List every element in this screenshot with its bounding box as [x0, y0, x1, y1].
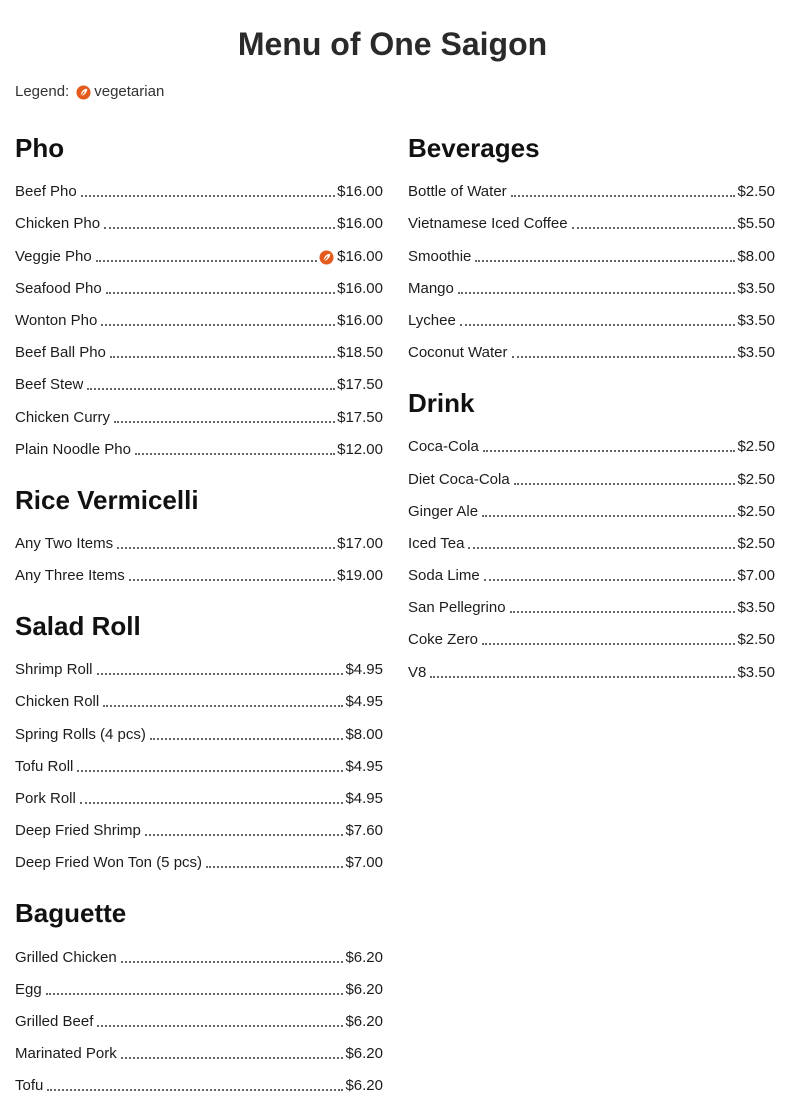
- dot-leader: [572, 227, 736, 229]
- menu-item: [15, 841, 383, 873]
- menu-item: [408, 554, 775, 586]
- dot-leader: [482, 515, 735, 517]
- item-price: $7.60: [345, 822, 383, 840]
- item-name: Pork Roll: [15, 790, 76, 807]
- dot-leader: [483, 450, 736, 452]
- menu-item: [408, 522, 775, 554]
- menu-item: [15, 363, 383, 395]
- menu-item: [15, 554, 383, 586]
- section-title: Beverages: [408, 133, 540, 163]
- menu-item: [408, 425, 775, 457]
- dot-leader: [106, 292, 335, 294]
- dot-leader: [101, 324, 335, 326]
- menu-item: [408, 299, 775, 331]
- dot-leader: [460, 324, 736, 326]
- menu-column-left: [15, 130, 383, 1118]
- menu-item: [408, 618, 775, 650]
- item-name: Plain Noodle Pho: [15, 440, 131, 458]
- item-price: $8.00: [737, 247, 775, 265]
- item-price: $17.50: [337, 408, 383, 426]
- menu-item: [15, 202, 383, 234]
- item-name: Coconut Water: [408, 344, 508, 362]
- dot-leader: [97, 1025, 343, 1027]
- dot-leader: [96, 260, 317, 262]
- item-name: Mango: [408, 279, 454, 297]
- item-price: $3.50: [737, 344, 775, 362]
- menu-item: [15, 299, 383, 331]
- section-title: Baguette: [15, 898, 127, 929]
- legend-label: Legend:: [15, 83, 70, 100]
- menu-item: [408, 650, 775, 682]
- item-price: $17.50: [337, 376, 383, 394]
- menu-item: [408, 490, 775, 522]
- menu-item: [408, 267, 775, 299]
- item-price: $6.20: [345, 980, 383, 998]
- item-name: San Pellegrino: [408, 599, 506, 617]
- dot-leader: [46, 993, 344, 995]
- item-price: $16.00: [337, 183, 383, 201]
- menu-section: [15, 482, 383, 586]
- item-name: Grilled Chicken: [15, 948, 117, 966]
- item-price: $2.50: [737, 183, 775, 201]
- item-name: Tofu: [15, 1077, 44, 1095]
- dot-leader: [468, 547, 735, 549]
- item-price: $6.20: [345, 1012, 383, 1030]
- dot-leader: [129, 579, 335, 581]
- item-name: Diet Coca-Cola: [408, 470, 510, 488]
- menu-item: [408, 170, 775, 202]
- item-name: Coca-Cola: [408, 438, 479, 456]
- item-name: Any Two Items: [15, 534, 114, 552]
- menu-section: [408, 385, 775, 683]
- item-price: $2.50: [737, 534, 775, 552]
- item-price: $3.50: [737, 599, 775, 617]
- item-name: Deep Fried Shrimp: [15, 822, 141, 840]
- item-price: $4.95: [345, 790, 383, 807]
- item-name: Chicken Pho: [15, 215, 101, 233]
- item-name: Beef Ball Pho: [15, 344, 106, 362]
- item-price: $18.50: [337, 344, 383, 362]
- menu-section: [408, 130, 775, 363]
- dot-leader: [103, 705, 343, 707]
- item-name: Smoothie: [408, 247, 472, 265]
- menu-column-right: [408, 130, 775, 705]
- dot-leader: [87, 388, 335, 390]
- item-name: Seafood Pho: [15, 279, 102, 297]
- item-name: Lychee: [408, 311, 456, 329]
- dot-leader: [80, 802, 344, 804]
- item-name: Marinated Pork: [15, 1045, 117, 1063]
- menu-item: [408, 457, 775, 489]
- legend: [15, 82, 164, 102]
- item-price: $4.95: [345, 693, 383, 711]
- item-name: Soda Lime: [408, 567, 480, 585]
- item-name: Coke Zero: [408, 631, 479, 649]
- item-price: $4.95: [345, 757, 383, 775]
- menu-section: [15, 130, 383, 460]
- item-name: Vietnamese Iced Coffee: [408, 215, 568, 233]
- item-price: $5.50: [737, 215, 775, 233]
- dot-leader: [77, 770, 343, 772]
- section-title: Salad Roll: [15, 611, 141, 642]
- vegetarian-icon: [319, 250, 334, 265]
- page-title: Menu of One Saigon: [237, 26, 548, 63]
- dot-leader: [511, 195, 736, 197]
- menu-item: [15, 331, 383, 363]
- item-price: $2.50: [737, 631, 775, 649]
- item-price: $6.20: [345, 1077, 383, 1095]
- menu-item: [15, 968, 383, 1000]
- item-price: $2.50: [737, 502, 775, 520]
- dot-leader: [104, 227, 335, 229]
- item-price: $6.20: [345, 1045, 383, 1063]
- dot-leader: [510, 611, 736, 613]
- menu-section: [15, 608, 383, 873]
- item-name: Chicken Roll: [15, 693, 100, 711]
- menu-item: [15, 1032, 383, 1064]
- item-price: $12.00: [337, 440, 383, 458]
- dot-leader: [110, 356, 335, 358]
- item-price: $7.00: [345, 854, 383, 872]
- menu-item: [408, 234, 775, 266]
- item-name: Shrimp Roll: [15, 661, 93, 679]
- menu-item: [15, 680, 383, 712]
- item-price: $4.95: [345, 661, 383, 679]
- menu-item: [15, 522, 383, 554]
- item-price: $17.00: [337, 534, 383, 552]
- item-name: Chicken Curry: [15, 408, 111, 426]
- menu-item: [15, 745, 383, 777]
- dot-leader: [47, 1089, 343, 1091]
- item-price: $8.00: [345, 725, 383, 743]
- dot-leader: [512, 356, 736, 358]
- menu-item: [15, 935, 383, 967]
- item-name: Spring Rolls (4 pcs): [15, 725, 146, 743]
- dot-leader: [482, 643, 735, 645]
- dot-leader: [458, 292, 736, 294]
- dot-leader: [121, 1057, 344, 1059]
- vegetarian-icon: [76, 85, 91, 100]
- legend-vegetarian-label: vegetarian: [94, 83, 165, 100]
- dot-leader: [97, 673, 344, 675]
- dot-leader: [475, 260, 735, 262]
- item-price: $16.00: [337, 247, 383, 265]
- dot-leader: [514, 483, 736, 485]
- menu-item: [15, 1064, 383, 1096]
- dot-leader: [484, 579, 736, 581]
- dot-leader: [145, 834, 344, 836]
- item-name: Egg: [15, 980, 42, 998]
- item-name: V8: [408, 663, 427, 681]
- section-title: Drink: [408, 388, 475, 419]
- menu-item: [15, 1000, 383, 1032]
- item-name: Deep Fried Won Ton (5 pcs): [15, 854, 203, 872]
- item-price: $3.50: [737, 279, 775, 297]
- dot-leader: [430, 676, 735, 678]
- item-name: Ginger Ale: [408, 502, 479, 520]
- dot-leader: [150, 738, 344, 740]
- item-price: $3.50: [737, 311, 775, 329]
- menu-item: [15, 648, 383, 680]
- item-name: Wonton Pho: [15, 311, 98, 329]
- item-price: $16.00: [337, 215, 383, 233]
- section-title: Rice Vermicelli: [15, 484, 199, 515]
- menu-item: [15, 267, 383, 299]
- menu-item: [15, 395, 383, 427]
- dot-leader: [135, 453, 335, 455]
- dot-leader: [121, 961, 344, 963]
- menu-item: [408, 586, 775, 618]
- item-name: Tofu Roll: [15, 757, 74, 775]
- menu-item: [15, 170, 383, 202]
- menu-item: [15, 428, 383, 460]
- menu-item: [15, 777, 383, 809]
- item-price: $16.00: [337, 311, 383, 329]
- menu-section: [15, 895, 383, 1096]
- dot-leader: [206, 866, 343, 868]
- item-name: Grilled Beef: [15, 1012, 94, 1030]
- item-price: $16.00: [337, 279, 383, 297]
- item-name: Beef Pho: [15, 183, 77, 201]
- menu-item: [15, 809, 383, 841]
- section-title: Pho: [15, 133, 65, 163]
- item-price: $19.00: [337, 567, 383, 585]
- item-name: Any Three Items: [15, 567, 125, 585]
- item-name: Beef Stew: [15, 376, 84, 394]
- dot-leader: [81, 195, 335, 197]
- menu-item: [15, 712, 383, 744]
- item-price: $2.50: [737, 438, 775, 456]
- dot-leader: [114, 421, 335, 423]
- menu-item: [408, 331, 775, 363]
- item-name: Bottle of Water: [408, 183, 507, 201]
- item-price: $2.50: [737, 470, 775, 488]
- item-price: $6.20: [345, 948, 383, 966]
- menu-item: [408, 202, 775, 234]
- item-price: $7.00: [737, 567, 775, 585]
- menu-item: [15, 234, 383, 266]
- item-name: Veggie Pho: [15, 247, 92, 265]
- item-price: $3.50: [737, 663, 775, 681]
- item-name: Iced Tea: [408, 534, 465, 552]
- dot-leader: [117, 547, 335, 549]
